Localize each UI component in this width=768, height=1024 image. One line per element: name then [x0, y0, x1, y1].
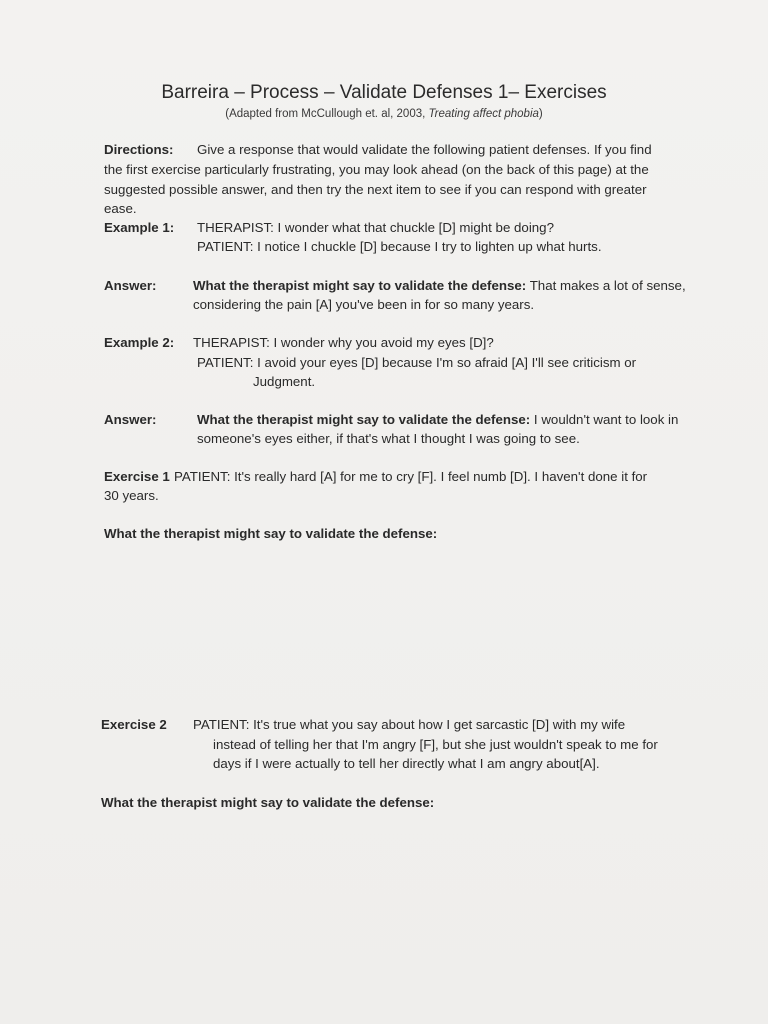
exercise-1-line-2: 30 years.: [104, 488, 159, 503]
directions-line-3: suggested possible answer, and then try the next item to see if you can respond with greater: [104, 182, 647, 197]
answer-1-label: Answer:: [104, 278, 157, 293]
answer-2-prompt: What the therapist might say to validate the defense:: [197, 412, 531, 427]
exercise-2-line-3: days if I were actually to tell her directly what I am angry about[A].: [213, 756, 600, 771]
exercise-1-label: Exercise 1: [104, 469, 170, 484]
exercise-2-line-2: instead of telling her that I'm angry [F], but she just wouldn't speak to me for: [213, 737, 658, 752]
directions-line-1: Give a response that would validate the following patient defenses. If you find: [197, 142, 652, 157]
example-2-patient-1: PATIENT: I avoid your eyes [D] because I'm so afraid [A] I'll see criticism or: [197, 355, 637, 370]
answer-2-line-1: [197, 410, 678, 430]
exercise-1-line-1: PATIENT: It's really hard [A] for me to cry [F]. I feel numb [D]. I haven't done it for: [174, 469, 648, 484]
page-subtitle: [0, 108, 768, 120]
example-1-label: Example 1:: [104, 220, 175, 235]
directions-line-2: the first exercise particularly frustrating, you may look ahead (on the back of this page) at the: [104, 162, 649, 177]
page-title: Barreira – Process – Validate Defenses 1– Exercises: [161, 82, 607, 103]
directions-line-4: ease.: [104, 201, 137, 216]
answer-1-text-1: That makes a lot of sense,: [526, 278, 686, 293]
example-2-label: Example 2:: [104, 335, 175, 350]
answer-2-label: Answer:: [104, 412, 157, 427]
exercise-1-prompt: What the therapist might say to validate the defense:: [104, 526, 438, 541]
example-1-therapist: THERAPIST: I wonder what that chuckle [D] might be doing?: [197, 220, 554, 235]
answer-2-text-1: I wouldn't want to look in: [530, 412, 679, 427]
answer-1-line-2: considering the pain [A] you've been in for so many years.: [193, 297, 535, 312]
example-1-patient: PATIENT: I notice I chuckle [D] because I try to lighten up what hurts.: [197, 239, 602, 254]
answer-2-line-2: someone's eyes either, if that's what I thought I was going to see.: [197, 431, 580, 446]
example-2-patient-2: Judgment.: [253, 374, 316, 389]
example-2-therapist: THERAPIST: I wonder why you avoid my eyes [D]?: [193, 335, 494, 350]
exercise-2-prompt: What the therapist might say to validate the defense:: [101, 795, 435, 810]
answer-1-prompt: What the therapist might say to validate the defense:: [193, 278, 527, 293]
subtitle-suffix: ): [538, 108, 543, 120]
exercise-2-label: Exercise 2: [101, 717, 167, 732]
subtitle-prefix: (Adapted from McCullough et. al, 2003,: [225, 108, 429, 120]
directions-label: Directions:: [104, 142, 174, 157]
subtitle-book-title: Treating affect phobia: [428, 108, 539, 120]
exercise-2-line-1: PATIENT: It's true what you say about how I get sarcastic [D] with my wife: [193, 717, 626, 732]
answer-1-line-1: [193, 276, 686, 296]
